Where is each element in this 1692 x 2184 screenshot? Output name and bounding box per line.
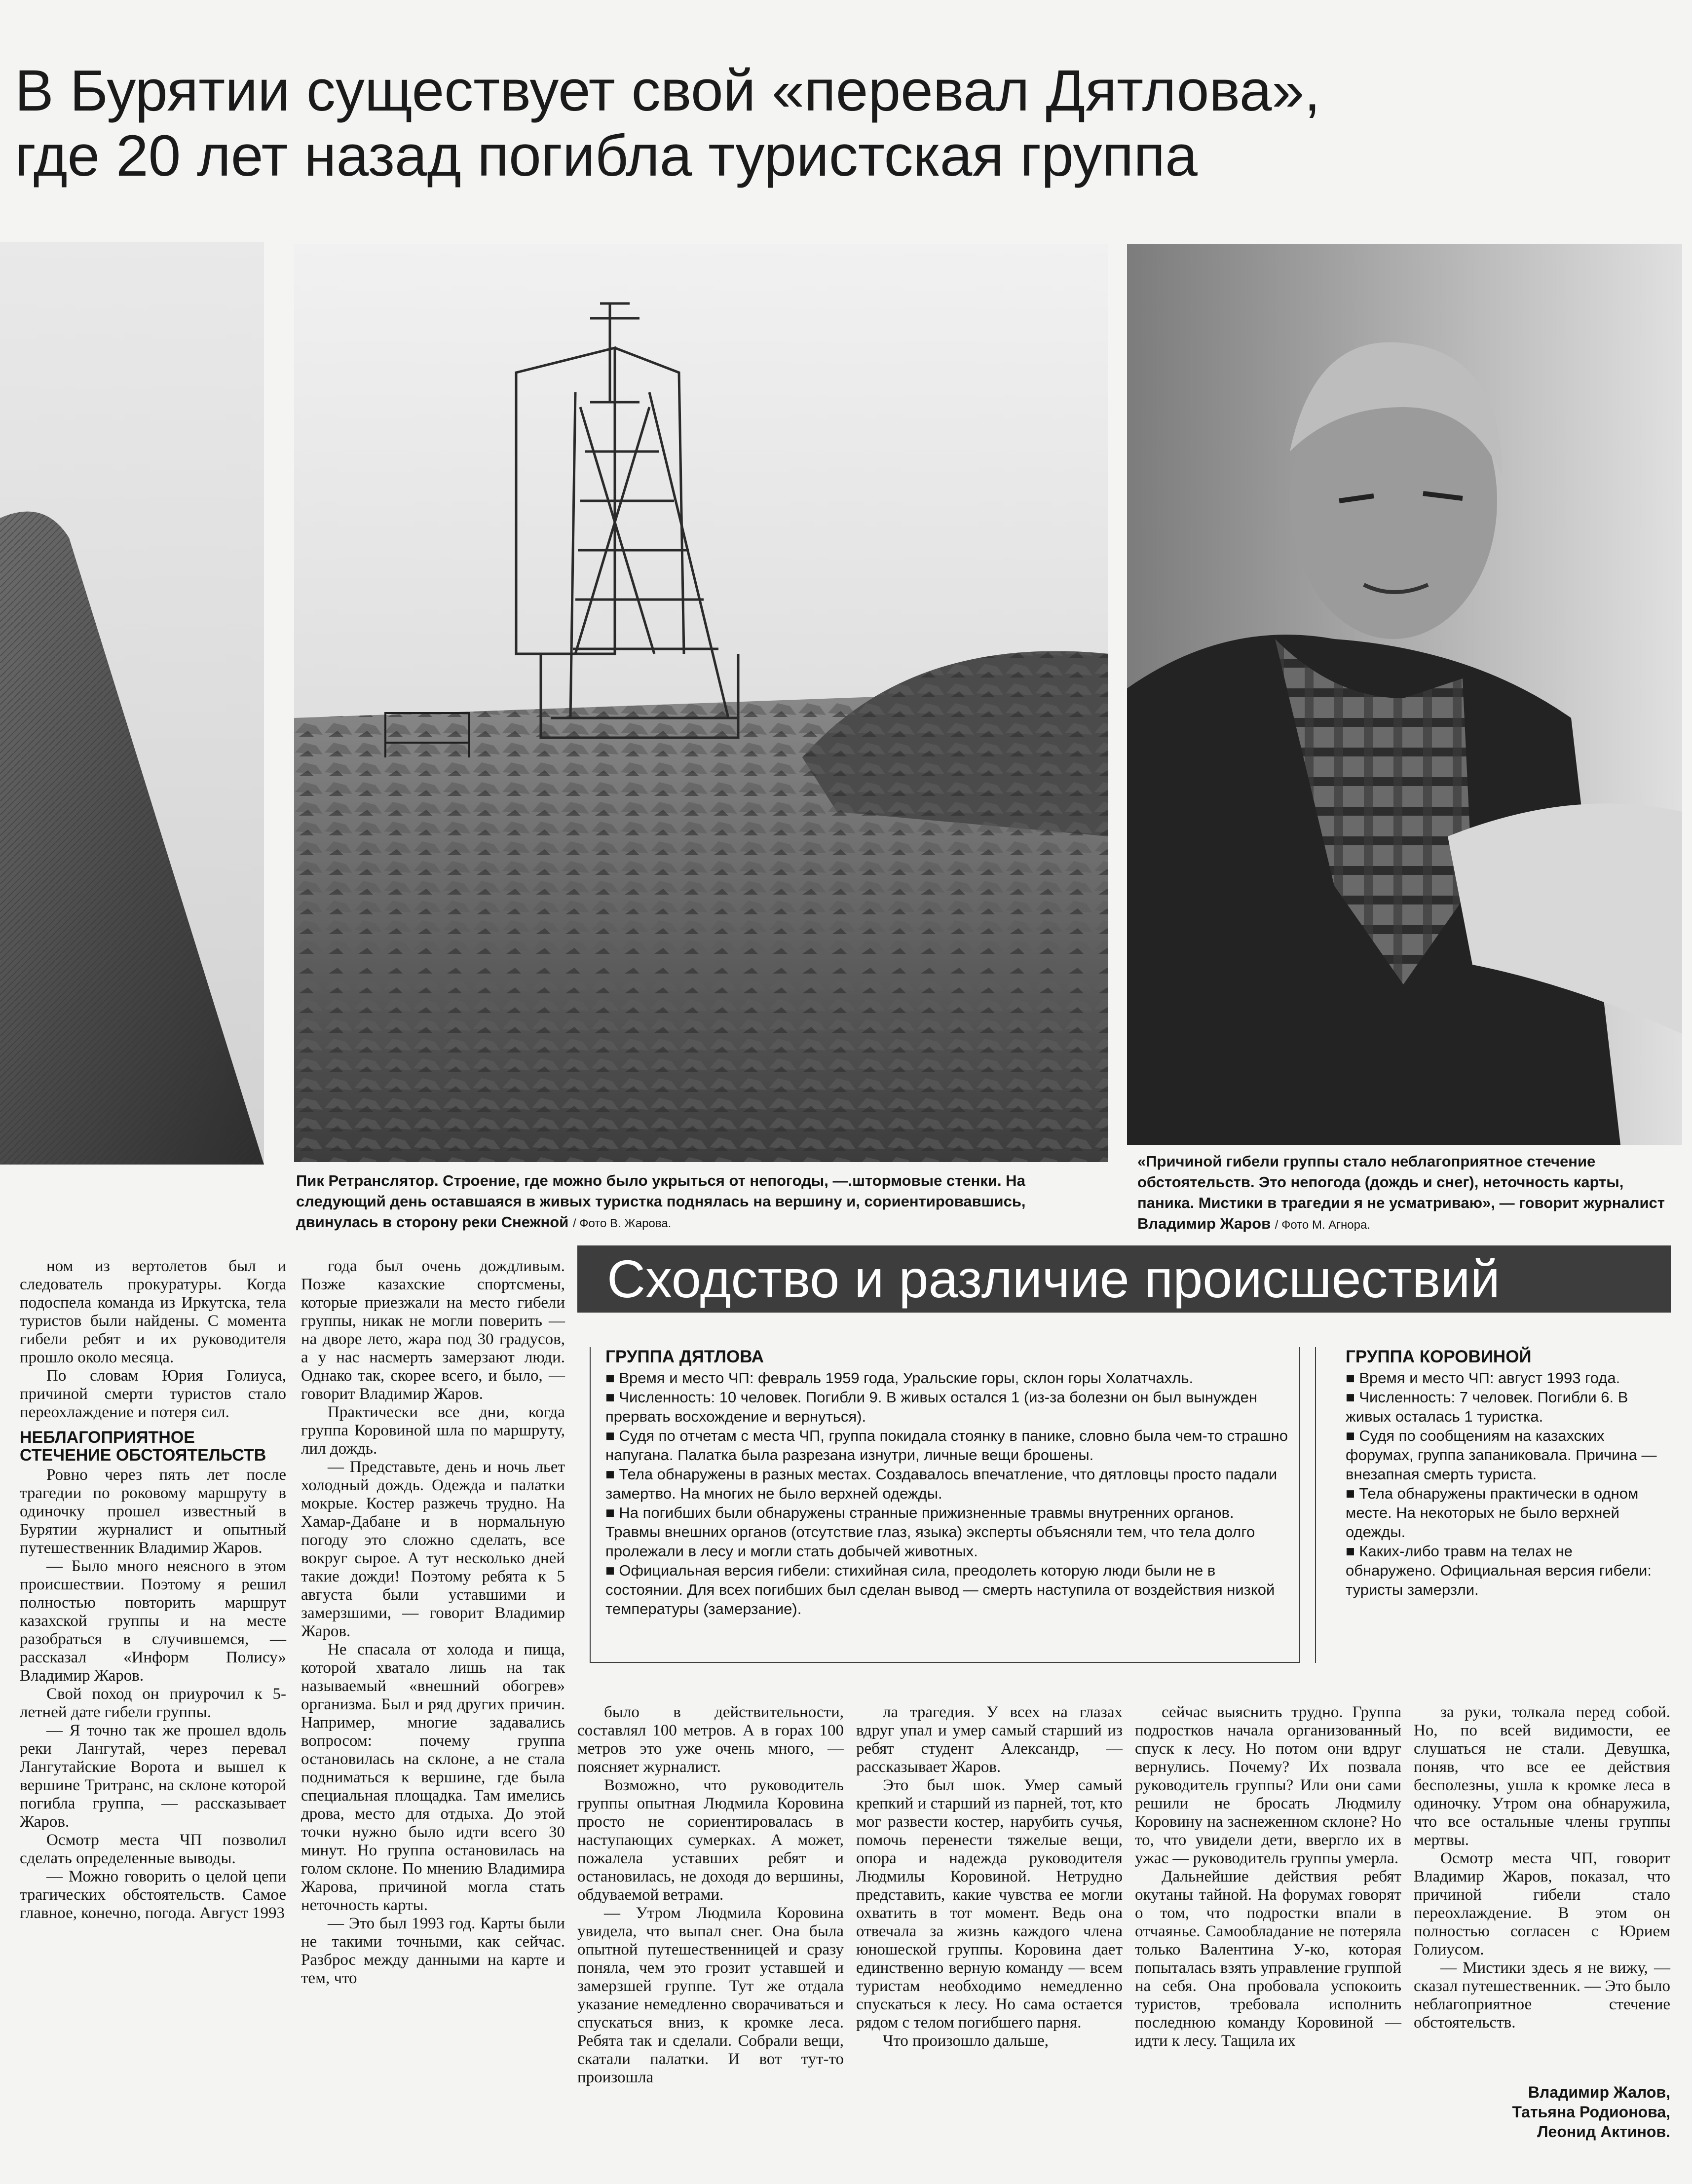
box-korovina bbox=[1315, 1347, 1670, 1663]
korovina-items bbox=[1346, 1368, 1665, 1599]
photo-journalist bbox=[1127, 244, 1682, 1145]
fact-item: ■ На погибших были обнаружены странные прижизненные травмы внутренних органов. Травмы внешних органов (отсутствие глаз, языка) эксперты объясняли тем, что тела долго пролежали в лесу и могли стать добычей животных. bbox=[605, 1504, 1255, 1560]
dyatlov-items bbox=[605, 1368, 1289, 1619]
photo-journalist-credit: / Фото М. Агнора. bbox=[1275, 1218, 1370, 1232]
column-5 bbox=[1135, 1703, 1401, 2050]
fact-item: ■ Официальная версия гибели: стихийная сила, преодолеть которую люди были не в состоянии. Для всех погибших был сделан вывод — смерть наступила от воздействия низкой температуры (замерзание). bbox=[605, 1562, 1275, 1618]
photo-journalist-caption bbox=[1137, 1151, 1680, 1236]
paragraph: ла трагедия. У всех на глазах вдруг упал и умер самый старший из ребят студент Александр, — рассказывает Жаров. bbox=[856, 1703, 1123, 1776]
box-dyatlov bbox=[590, 1347, 1300, 1663]
fact-item: ■ Численность: 7 человек. Погибли 6. В живых осталась 1 туристка. bbox=[1346, 1389, 1628, 1425]
photo-hillside bbox=[0, 242, 264, 1165]
photo-tower-credit: / Фото В. Жарова. bbox=[572, 1217, 672, 1230]
paragraph: сейчас выяснить трудно. Группа подростков начала организованный спуск к лесу. Но потом они вдруг вернулись. Почему? Их позвала руководитель группы? Или они сами решили не бросать Людмилу Коровину на заснеженном склоне? Но то, что увидели дети, ввергло их в ужас — руководитель группы умерла. bbox=[1135, 1703, 1401, 1867]
fact-item: ■ Время и место ЧП: февраль 1959 года, Уральские горы, склон горы Холатчахль. bbox=[605, 1369, 1194, 1387]
fact-item: ■ Судя по отчетам с места ЧП, группа покидала стоянку в панике, словно была чем-то страшно напугана. Палатка была разрезана изнутри, личные вещи брошены. bbox=[605, 1427, 1288, 1464]
paragraph: Что произошло дальше, bbox=[883, 2032, 1049, 2050]
column-2 bbox=[301, 1257, 565, 1988]
column-4 bbox=[856, 1703, 1123, 2050]
fact-item: ■ Судя по сообщениям на казахских форумах, группа запаниковала. Причина — внезапная смерть туриста. bbox=[1346, 1427, 1657, 1483]
fact-item: ■ Каких-либо травм на телах не обнаружено. Официальная версия гибели: туристы замерзли. bbox=[1346, 1543, 1652, 1598]
fact-item: ■ Численность: 10 человек. Погибли 9. В живых остался 1 (из-за болезни он был вынужден прервать восхождение и вернуться). bbox=[605, 1389, 1257, 1425]
fact-item: ■ Время и место ЧП: август 1993 года. bbox=[1346, 1369, 1620, 1387]
fact-item: ■ Тела обнаружены в разных местах. Создавалось впечатление, что дятловцы просто падали замертво. На многих не было верхней одежды. bbox=[605, 1466, 1278, 1502]
photo-tower-caption bbox=[296, 1170, 1110, 1234]
paragraph: — Я точно так же прошел вдоль реки Лангутай, через перевал Лангутайские Ворота и вышел к вершине Тритранс, на склоне которой погибла группа, — рассказывает Жаров. bbox=[20, 1722, 286, 1831]
paragraph: Ровно через пять лет после трагедии по роковому маршруту в одиночку прошел известный в Бурятии журналист и опытный путешественник Владимир Жаров. bbox=[20, 1466, 286, 1557]
paragraph: года был очень дождливым. Позже казахские спортсмены, которые приезжали на место гибели группы, никак не могли поверить — на дворе лето, жара под 30 градусов, а у нас насмерть замерзают люди. Однако так, скорее всего, и было, — говорит Владимир Жаров. bbox=[301, 1257, 565, 1403]
paragraph: ном из вертолетов был и следователь прокуратуры. Когда подоспела команда из Иркутска, тела туристов были найдены. С момента гибели ребят и их руководителя прошло около месяца. bbox=[20, 1257, 286, 1366]
paragraph: По словам Юрия Голиуса, причиной смерти туристов стало переохлаждение и потеря сил. bbox=[20, 1367, 286, 1421]
authors bbox=[1414, 2082, 1670, 2142]
paragraph: Практически все дни, когда группа Коровиной шла по маршруту, лил дождь. bbox=[301, 1403, 565, 1458]
photo-journalist-caption-text: «Причиной гибели группы стало неблагоприятное стечение обстоятельств. Это непогода (дождь и снег), неточность карты, паника. Мистики в трагедии я не усматриваю», — говорит журналист Владимир Жаров bbox=[1137, 1153, 1665, 1232]
column-3 bbox=[577, 1703, 844, 2087]
paragraph: Возможно, что руководитель группы опытная Людмила Коровина просто не сориентировалась в наступающих сумерках. А может, пожалела уставших ребят и остановилась, не доходя до вершины, обдуваемой ветрами. bbox=[577, 1776, 844, 1904]
column-1 bbox=[20, 1257, 286, 1922]
paragraph: — Мистики здесь я не вижу, — сказал путешественник. — Это было неблагоприятное стечение обстоятельств. bbox=[1414, 1959, 1670, 2032]
paragraph: Это был шок. Умер самый крепкий и старший из парней, тот, кто мог развести костер, нарубить сучья, помочь перенести тяжелые вещи, опора и надежда руководителя Людмилы Коровиной. Нетрудно представить, какие чувства ее могли охватить в тот момент. Ведь она отвечала за жизнь каждого члена юношеской группы. Коровина дает единственно верную команду — всем туристам необходимо немедленно спускаться к лесу. Но сама остается рядом с телом погибшего парня. bbox=[856, 1776, 1123, 2032]
author-1: Владимир Жалов, bbox=[1528, 2083, 1670, 2101]
headline-line-1: В Бурятии существует свой «перевал Дятлова», bbox=[15, 58, 1320, 123]
column-6 bbox=[1414, 1703, 1670, 2032]
paragraph: Не спасала от холода и пища, которой хватало лишь на так называемый «внешний обогрев» организма. Был и ряд других причин. Например, многие задавались вопросом: почему группа остановилась на склоне, а не стала подниматься к вершине, где была специальная площадка. Там имелись дрова, место для отдыха. До этой точки нужно было идти всего 30 минут. Но группа остановилась на голом склоне. По мнению Владимира Жарова, причиной могла стать неточность карты. bbox=[301, 1641, 565, 1914]
paragraph: Дальнейшие действия ребят окутаны тайной. На форумах говорят о том, что подростки впали в отчаянье. Самообладание не потеряла только Валентина У-ко, которая попыталась взять управление группой на себя. Она пробовала успокоить туристов, требовала исполнить последнюю команду Коровиной — идти к лесу. Тащила их bbox=[1135, 1868, 1401, 2050]
paragraph: Свой поход он приурочил к 5-летней дате гибели группы. bbox=[20, 1685, 286, 1721]
paragraph: Осмотр места ЧП позволил сделать определенные выводы. bbox=[20, 1831, 286, 1867]
paragraph: — Представьте, день и ночь льет холодный дождь. Одежда и палатки мокрые. Костер разжечь трудно. На Хамар-Дабане и в нормальную погоду это сложно сделать, все вокруг сырое. А тут несколько дней такие дожди! Поэтому ребята к 5 августа были уставшими и замерзшими, — говорит Владимир Жаров. bbox=[301, 1458, 565, 1640]
paragraph: за руки, толкала перед собой. Но, по всей видимости, ее слушаться не стали. Девушка, поняв, что все ее действия бесполезны, ушла к кромке леса в одиночку. Утром она обнаружила, что все остальные члены группы мертвы. bbox=[1414, 1703, 1670, 1849]
author-3: Леонид Актинов. bbox=[1537, 2123, 1670, 2141]
paragraph: — Это был 1993 год. Карты были не такими точными, как сейчас. Разброс между данными на карте и тем, что bbox=[301, 1915, 565, 1987]
paragraph: Осмотр места ЧП, говорит Владимир Жаров, показал, что причиной гибели стало переохлаждение. В этом он полностью согласен с Юрием Голиусом. bbox=[1414, 1849, 1670, 1958]
photo-tower-caption-text: Пик Ретранслятор. Строение, где можно было укрыться от непогоды, —.штормовые стенки. На следующий день оставшаяся в живых туристка поднялась на вершину и, сориентировавшись, двинулась в сторону реки Снежной bbox=[296, 1172, 1026, 1231]
paragraph: было в действительности, составлял 100 метров. А в горах 100 метров это уже очень много, — поясняет журналист. bbox=[577, 1703, 844, 1776]
subheading: НЕБЛАГОПРИЯТНОЕ СТЕЧЕНИЕ ОБСТОЯТЕЛЬСТВ bbox=[20, 1428, 266, 1465]
korovina-title: ГРУППА КОРОВИНОЙ bbox=[1346, 1347, 1532, 1366]
dyatlov-title: ГРУППА ДЯТЛОВА bbox=[605, 1347, 764, 1366]
headline-line-2: где 20 лет назад погибла туристская группа bbox=[15, 123, 1198, 188]
paragraph: — Было много неясного в этом происшествии. Поэтому я решил полностью повторить маршрут казахской группы и на месте разобраться в случившемся, — рассказал «Информ Полису» Владимир Жаров. bbox=[20, 1557, 286, 1685]
photo-tower bbox=[294, 244, 1108, 1162]
paragraph: — Можно говорить о целой цепи трагических обстоятельств. Самое главное, конечно, погода. Август 1993 bbox=[20, 1868, 286, 1922]
headline bbox=[15, 58, 1347, 188]
paragraph: — Утром Людмила Коровина увидела, что выпал снег. Она была опытной путешественницей и сразу поняла, чем это грозит уставшей и замерзшей группе. Тут же отдала указание немедленно сворачиваться и спускаться вниз, к кромке леса. Ребята так и сделали. Собрали вещи, скатали палатки. И вот тут-то произошла bbox=[577, 1904, 844, 2086]
fact-item: ■ Тела обнаружены практически в одном месте. На некоторых не было верхней одежды. bbox=[1346, 1485, 1639, 1541]
author-2: Татьяна Родионова, bbox=[1512, 2103, 1670, 2121]
section-title: Сходство и различие происшествий bbox=[577, 1245, 1671, 1313]
